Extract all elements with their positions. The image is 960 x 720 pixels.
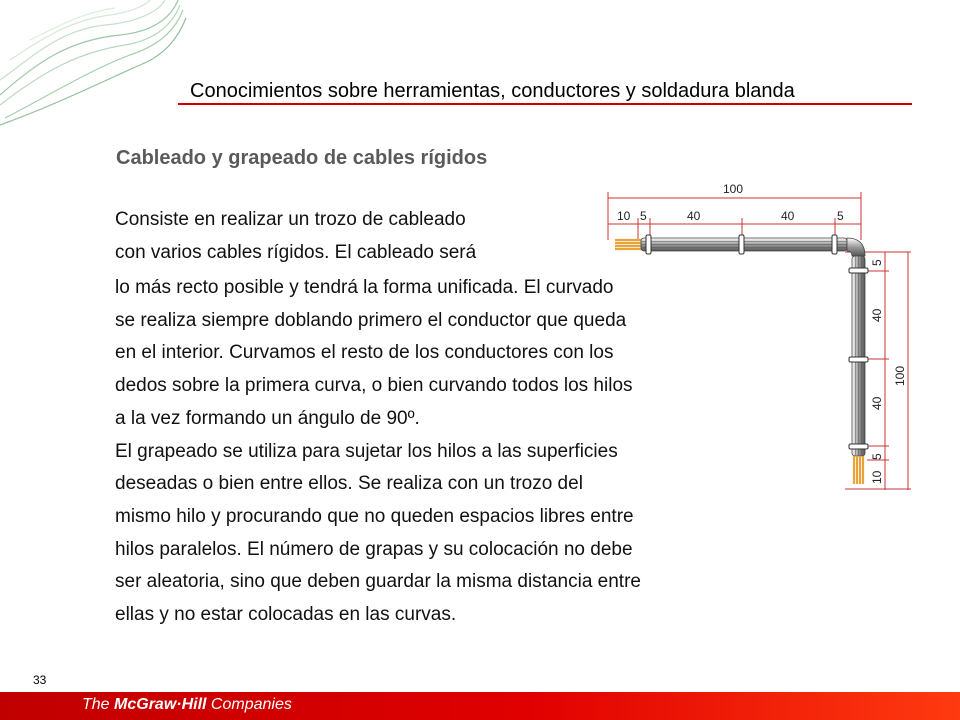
dim-side-seg-1: 5	[870, 259, 884, 266]
cable-dimension-diagram	[605, 178, 915, 490]
wire-bend	[847, 238, 865, 256]
dim-top-seg-4: 40	[781, 209, 795, 223]
paragraph-line: ellas y no estar colocadas en las curvas.	[115, 604, 457, 626]
section-subtitle: Cableado y grapeado de cables rígidos	[116, 147, 488, 169]
paragraph-line: deseadas o bien entre ellos. Se realiza con un trozo del	[115, 473, 583, 495]
dim-top-seg-5: 5	[837, 209, 844, 223]
footer-bar	[0, 692, 960, 720]
paragraph-line: ser aleatoria, sino que deben guardar la misma distancia entre	[115, 571, 641, 593]
paragraph-body	[115, 272, 641, 632]
paragraph-line: a la vez formando un ángulo de 90º.	[115, 407, 420, 429]
staple	[849, 268, 868, 273]
paragraph-line: El grapeado se utiliza para sujetar los hilos a las superficies	[115, 440, 618, 462]
dim-top-seg-3: 40	[687, 209, 701, 223]
staple	[849, 357, 868, 362]
staple	[849, 444, 868, 449]
header-underline	[178, 103, 912, 105]
dim-side-total: 100	[893, 365, 907, 386]
footer-brand-logo	[82, 696, 292, 714]
paragraph-line: con varios cables rígidos. El cableado será	[115, 241, 477, 263]
brand-prefix: The	[82, 696, 115, 713]
paragraph-line: en el interior. Curvamos el resto de los conductores con los	[115, 342, 614, 364]
copper-ends-bottom	[854, 456, 863, 484]
dim-side-seg-3: 40	[870, 396, 884, 410]
paragraph-intro	[115, 204, 476, 269]
copper-ends-left	[615, 240, 641, 249]
brand-suffix: Companies	[206, 696, 292, 713]
staple	[739, 235, 744, 254]
decorative-swirl-graphic	[0, 0, 190, 130]
dim-top-total: 100	[723, 182, 744, 196]
dim-side-seg-4: 5	[870, 453, 884, 460]
page-number: 33	[33, 673, 47, 687]
header-title: Conocimientos sobre herramientas, conductores y soldadura blanda	[190, 80, 795, 102]
paragraph-line: hilos paralelos. El número de grapas y su colocación no debe	[115, 538, 633, 560]
staple	[832, 235, 837, 254]
dim-side-seg-2: 40	[870, 308, 884, 322]
paragraph-line: mismo hilo y procurando que no queden espacios libres entre	[115, 505, 634, 527]
paragraph-line: dedos sobre la primera curva, o bien curvando todos los hilos	[115, 375, 633, 397]
dim-side-seg-5: 10	[870, 470, 884, 484]
paragraph-line: Consiste en realizar un trozo de cableado	[115, 209, 466, 230]
dim-top-seg-1: 10	[617, 209, 631, 223]
staple	[646, 235, 651, 254]
paragraph-line: lo más recto posible y tendrá la forma unificada. El curvado	[115, 277, 614, 298]
dim-top-seg-2: 5	[640, 209, 647, 223]
brand-name: McGraw·Hill	[114, 696, 207, 713]
paragraph-line: se realiza siempre doblando primero el conductor que queda	[115, 309, 627, 331]
